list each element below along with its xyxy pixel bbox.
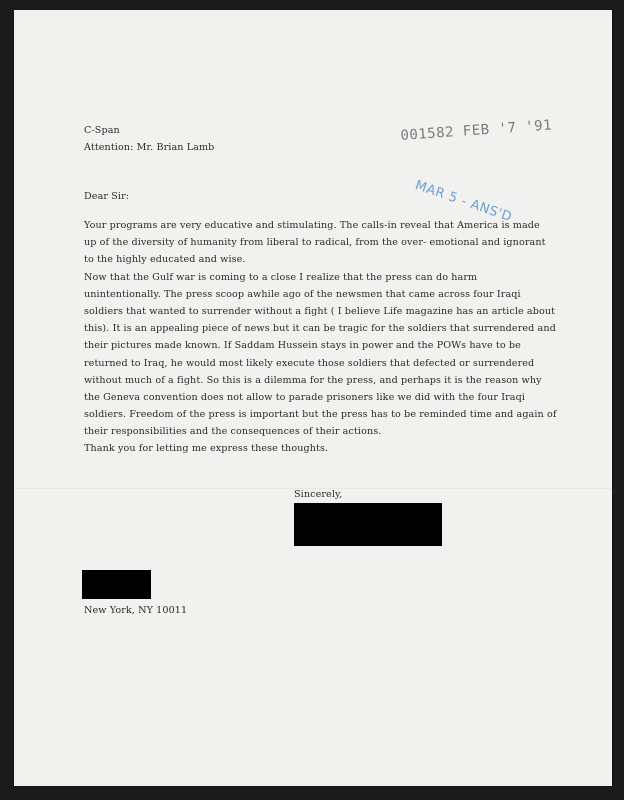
body-line: soldiers that wanted to surrender without a fight ( I believe Life magazine has an article about <box>84 305 556 317</box>
letter-body <box>84 217 557 458</box>
body-line: up of the diversity of humanity from liberal to radical, from the over- emotional and ignorant <box>84 237 546 249</box>
closing: Sincerely, <box>294 489 343 500</box>
salutation: Dear Sir: <box>84 191 130 202</box>
body-line: Thank you for letting me express these thoughts. <box>84 443 329 455</box>
received-number-stamp: 001582 FEB '7 '91 <box>400 117 553 144</box>
body-line: unintentionally. The press scoop awhile ago of the newsmen that came across four Iraqi <box>84 288 521 300</box>
body-line: Now that the Gulf war is coming to a close I realize that the press can do harm <box>84 271 478 283</box>
answered-date-stamp: MAR 5 - ANS'D <box>413 178 514 226</box>
body-line: this). It is an appealing piece of news but it can be tragic for the soldiers that surrendered and <box>84 323 556 335</box>
sender-name-redaction <box>82 570 151 599</box>
signature-redaction <box>294 503 442 546</box>
recipient-org: C-Span <box>84 125 120 136</box>
body-line: returned to Iraq, he would most likely execute those soldiers that defected or surrendered <box>84 357 535 369</box>
body-line: without much of a fight. So this is a dilemma for the press, and perhaps it is the reason why <box>84 374 542 386</box>
body-line: to the highly educated and wise. <box>84 254 246 266</box>
body-line: the Geneva convention does not allow to parade prisoners like we did with the four Iraqi <box>84 391 526 403</box>
body-line: soldiers. Freedom of the press is important but the press has to be reminded time and again of <box>84 409 557 421</box>
body-line: their responsibilities and the consequences of their actions. <box>84 426 382 438</box>
sender-location: New York, NY 10011 <box>84 605 188 616</box>
letter-page <box>14 10 612 786</box>
body-line: their pictures made known. If Saddam Hussein stays in power and the POWs have to be <box>84 340 521 352</box>
body-line: Your programs are very educative and stimulating. The calls-in reveal that America is made <box>84 220 540 231</box>
recipient-attention: Attention: Mr. Brian Lamb <box>84 142 215 153</box>
